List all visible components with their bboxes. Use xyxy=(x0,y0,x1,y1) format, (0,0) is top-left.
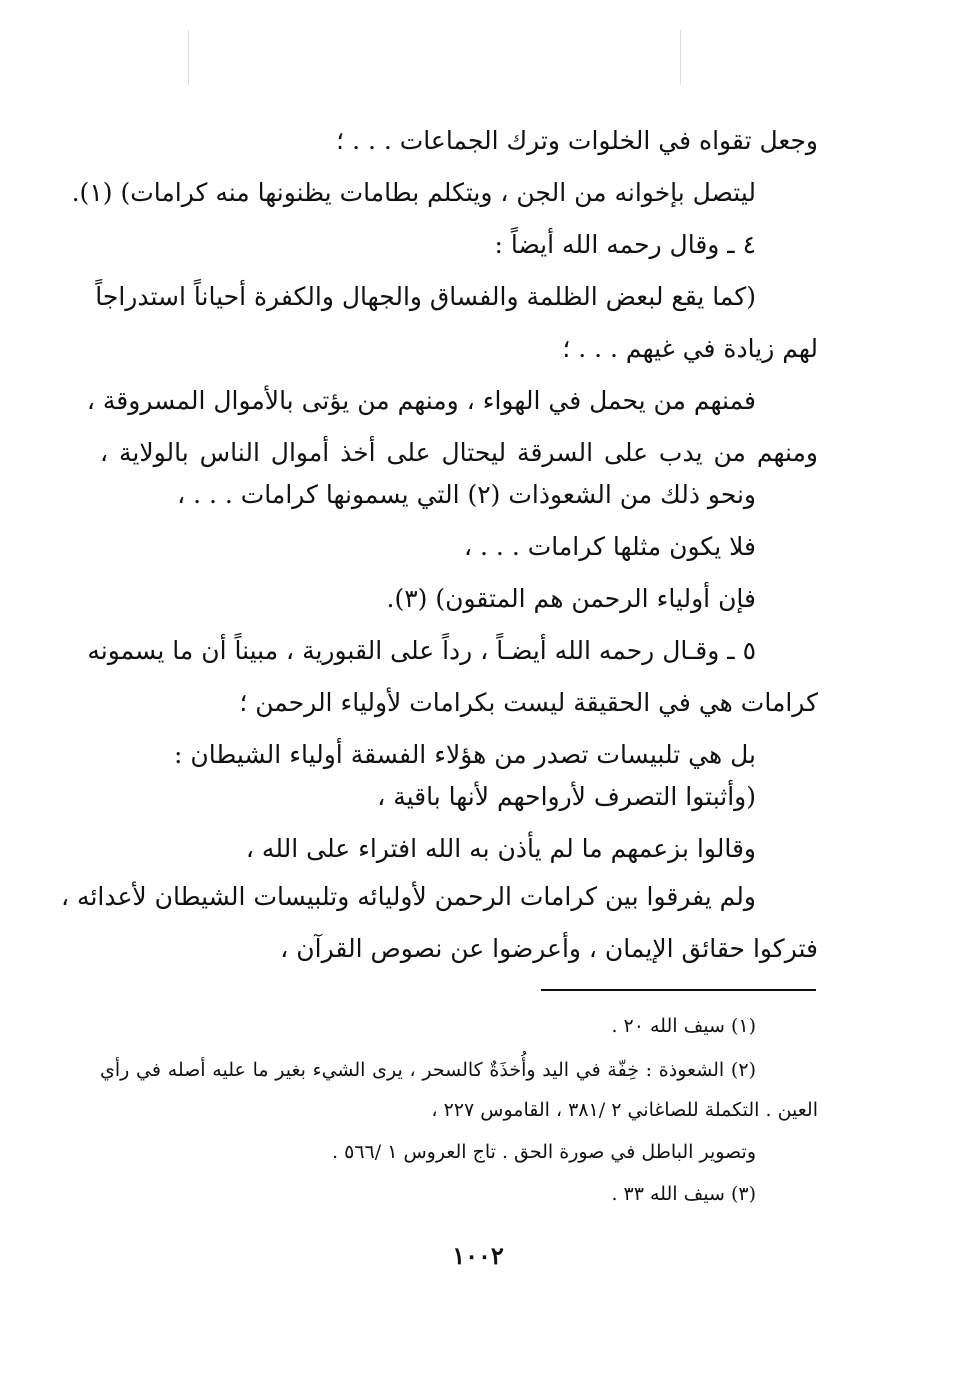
body-line: فتركوا حقائق الإيمان ، وأعرضوا عن نصوص القرآن ، xyxy=(280,934,818,963)
body-line: بل هي تلبيسات تصدر من هؤلاء الفسقة أولياء الشيطان : xyxy=(173,740,756,769)
body-line: (كما يقع لبعض الظلمة والفساق والجهال والكفرة أحياناً استدراجاً xyxy=(95,282,756,311)
footnote-line: (٣) سيف الله ٣٣ . xyxy=(611,1183,756,1205)
margin-mark-top xyxy=(188,30,189,85)
footnote-line: وتصوير الباطل في صورة الحق . تاج العروس ١ /٥٦٦ . xyxy=(332,1141,756,1163)
body-line: وقالوا بزعمهم ما لم يأذن به الله افتراء على الله ، xyxy=(245,834,756,863)
body-line: ولم يفرقوا بين كرامات الرحمن لأوليائه وتلبيسات الشيطان لأعدائه ، xyxy=(61,882,756,911)
page-number: ١٠٠٢ xyxy=(452,1241,504,1270)
body-line: (وأثبتوا التصرف لأرواحهم لأنها باقية ، xyxy=(377,782,756,811)
body-line: كرامات هي في الحقيقة ليست بكرامات لأولياء الرحمن ؛ xyxy=(239,688,818,717)
margin-mark-top-right xyxy=(680,30,681,85)
body-line: وجعل تقواه في الخلوات وترك الجماعات . . . ؛ xyxy=(336,126,818,155)
body-line: فإن أولياء الرحمن هم المتقون) (٣). xyxy=(386,584,756,613)
body-line: ومنهم من يدب على السرقة ليحتال على أخذ أموال الناس بالولاية ، xyxy=(100,438,818,467)
footnote-line: العين . التكملة للصاغاني ٢ /٣٨١ ، القاموس ٢٢٧ ، xyxy=(431,1099,818,1121)
body-line: ٤ ـ وقال رحمه الله أيضاً : xyxy=(494,230,756,259)
footnote-separator xyxy=(541,989,816,991)
body-line: ليتصل بإخوانه من الجن ، ويتكلم بطامات يظنونها منه كرامات) (١). xyxy=(71,178,756,207)
body-line: لهم زيادة في غيهم . . . ؛ xyxy=(562,334,818,363)
body-line: فلا يكون مثلها كرامات . . . ، xyxy=(464,532,756,561)
body-line: ٥ ـ وقـال رحمه الله أيضـاً ، رداً على القبورية ، مبيناً أن ما يسمونه xyxy=(87,636,756,665)
footnote-line: (١) سيف الله ٢٠ . xyxy=(611,1015,756,1037)
footnote-line: (٢) الشعوذة : خِفّة في اليد وأُخذَةٌ كالسحر ، يرى الشيء بغير ما عليه أصله في رأي xyxy=(100,1059,756,1081)
body-line: ونحو ذلك من الشعوذات (٢) التي يسمونها كرامات . . . ، xyxy=(177,480,756,509)
body-line: فمنهم من يحمل في الهواء ، ومنهم من يؤتى بالأموال المسروقة ، xyxy=(86,386,756,415)
